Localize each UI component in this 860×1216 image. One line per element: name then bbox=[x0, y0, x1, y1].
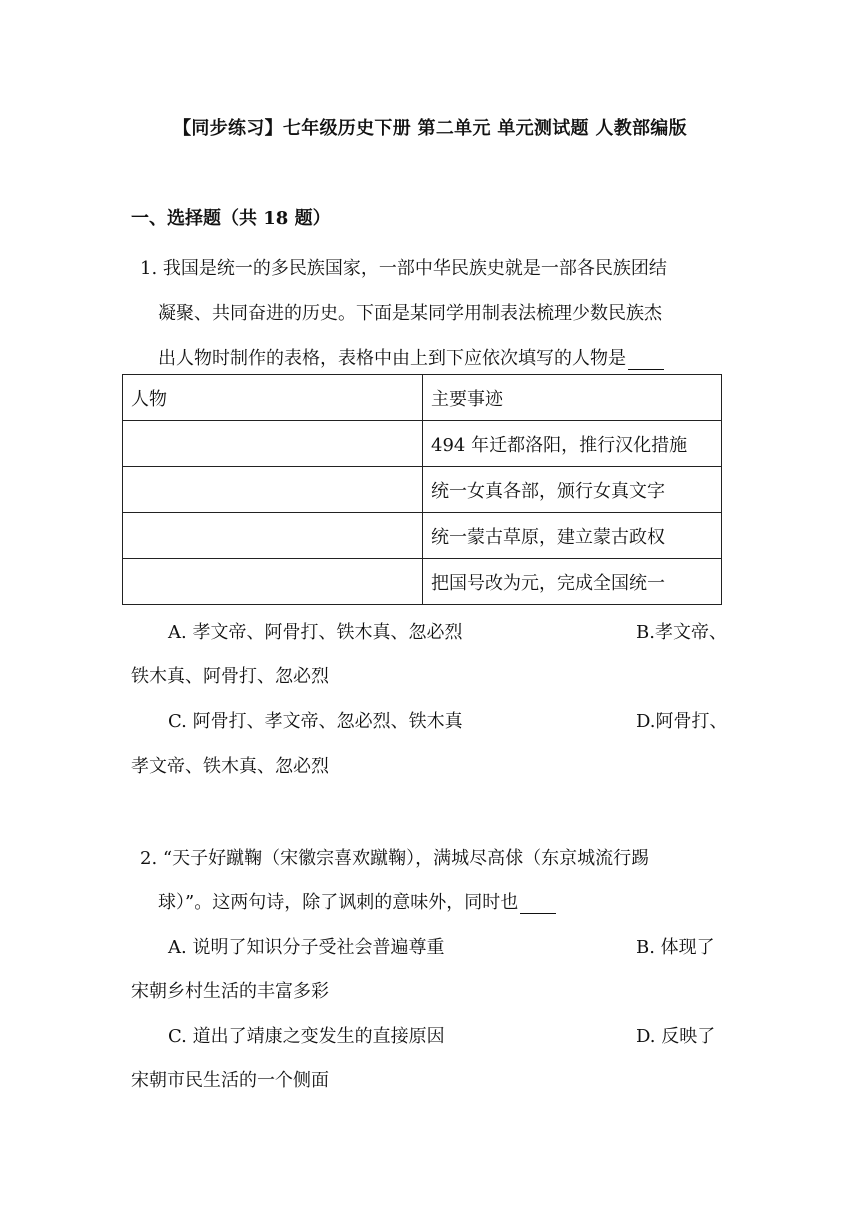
q2-stem-line-2-text: 球）”。这两句诗，除了讽刺的意味外，同时也 bbox=[158, 892, 519, 913]
q1-option-d: D.阿骨打、 bbox=[636, 711, 728, 732]
table-cell-deeds: 统一女真各部，颁行女真文字 bbox=[423, 467, 722, 513]
table-header-deeds: 主要事迹 bbox=[423, 375, 722, 421]
table-cell-person bbox=[123, 467, 423, 513]
table-row bbox=[123, 467, 722, 513]
q2-option-b: B. 体现了 bbox=[636, 937, 715, 958]
table-cell-person bbox=[123, 513, 423, 559]
q1-option-b: B.孝文帝、 bbox=[636, 622, 727, 643]
table-cell-deeds: 统一蒙古草原，建立蒙古政权 bbox=[423, 513, 722, 559]
table-row bbox=[123, 513, 722, 559]
q1-stem-line-2: 凝聚、共同奋进的历史。下面是某同学用制表法梳理少数民族杰 bbox=[158, 303, 662, 324]
q2-option-a: A. 说明了知识分子受社会普遍尊重 bbox=[168, 937, 445, 958]
table-row bbox=[123, 559, 722, 605]
section-heading: 一、选择题（共 18 题） bbox=[131, 208, 331, 229]
answer-blank bbox=[628, 351, 664, 370]
q1-option-d-continued: 孝文帝、铁木真、忽必烈 bbox=[131, 756, 329, 777]
figures-table bbox=[122, 374, 722, 605]
table-cell-deeds: 494 年迁都洛阳，推行汉化措施 bbox=[423, 421, 722, 467]
table-cell-person bbox=[123, 421, 423, 467]
q2-option-b-continued: 宋朝乡村生活的丰富多彩 bbox=[131, 981, 329, 1002]
table-cell-person bbox=[123, 559, 423, 605]
q1-stem-line-3 bbox=[158, 344, 664, 370]
q2-stem-line-2 bbox=[158, 888, 556, 914]
q2-option-d-continued: 宋朝市民生活的一个侧面 bbox=[131, 1070, 329, 1091]
q1-stem-line-1: 1. 我国是统一的多民族国家，一部中华民族史就是一部各民族团结 bbox=[140, 258, 667, 279]
table-header-person: 人物 bbox=[123, 375, 423, 421]
page-title: 【同步练习】七年级历史下册 第二单元 单元测试题 人教部编版 bbox=[173, 118, 687, 139]
q1-option-a: A. 孝文帝、阿骨打、铁木真、忽必烈 bbox=[168, 622, 463, 643]
q1-option-c: C. 阿骨打、孝文帝、忽必烈、铁木真 bbox=[168, 711, 463, 732]
table-header-row bbox=[123, 375, 722, 421]
q2-option-d: D. 反映了 bbox=[636, 1026, 716, 1047]
q1-stem-line-3-text: 出人物时制作的表格，表格中由上到下应依次填写的人物是 bbox=[158, 348, 626, 369]
q2-stem-line-1: 2. “天子好蹴鞠（宋徽宗喜欢蹴鞠），满城尽高俅（东京城流行踢 bbox=[140, 848, 650, 869]
q2-option-c: C. 道出了靖康之变发生的直接原因 bbox=[168, 1026, 445, 1047]
table-row bbox=[123, 421, 722, 467]
table-cell-deeds: 把国号改为元，完成全国统一 bbox=[423, 559, 722, 605]
q1-option-b-continued: 铁木真、阿骨打、忽必烈 bbox=[131, 666, 329, 687]
answer-blank bbox=[520, 895, 556, 914]
